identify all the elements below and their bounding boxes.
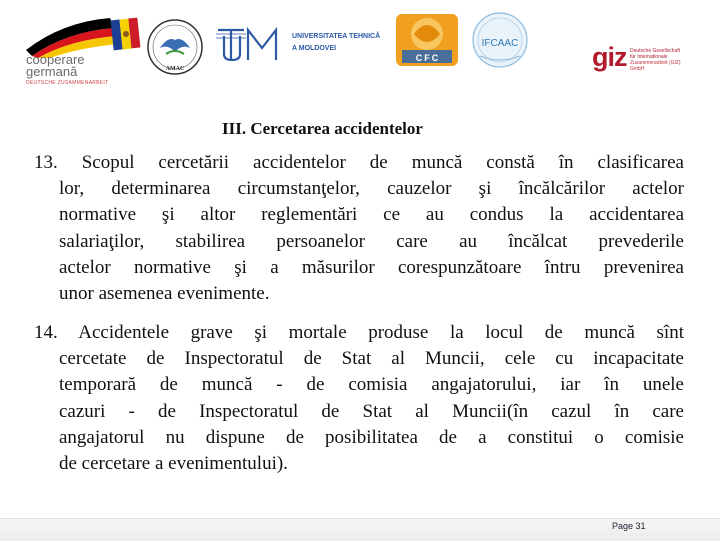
paragraph-14 [34, 320, 684, 477]
utm-logo [214, 24, 290, 64]
coop-line-3: DEUTSCHE ZUSAMMENARBEIT [26, 80, 109, 86]
p14-line-2: cercetate de Inspectoratul de Stat al Muncii, cele cu incapacitate [59, 348, 684, 370]
giz-tagline [630, 48, 692, 72]
utm-line-1: UNIVERSITATEA TEHNICĂ [292, 33, 381, 40]
p13-line-6: unor asemenea evenimente. [59, 283, 270, 305]
giz-line-2: für Internationale [630, 54, 668, 60]
p14-line-5: angajatorul nu dispune de posibilitatea de a constitui o comisie [59, 426, 684, 448]
ifcaac-label: IFCAAC [481, 38, 519, 49]
p13-line-4: salariaţilor, stabilirea persoanelor care au încălcat prevederile [59, 230, 684, 252]
p14-line-3: temporară de muncă - de comisia angajatorului, iar în unele [59, 374, 684, 396]
coop-line-1: cooperare [26, 52, 85, 67]
p13-line-1: 13. Scopul cercetării accidentelor de muncă constă în clasificarea [34, 152, 684, 173]
p13-line-3: normative şi altor reglementări ce au condus la accidentarea [59, 204, 684, 226]
paragraph-13 [34, 150, 684, 307]
amac-label: AMAC [165, 66, 185, 72]
cfc-label: CFC [415, 53, 441, 63]
section-title: III. Cercetarea accidentelor [222, 119, 423, 138]
utm-line-2: A MOLDOVEI [292, 45, 337, 52]
p13-line-5: actelor normative şi a măsurilor corespunzătoare întru prevenirea [59, 256, 684, 278]
giz-logo: giz [592, 42, 627, 72]
page-number: Page 31 [612, 521, 646, 531]
p13-line-2: lor, determinarea circumstanţelor, cauzelor şi încălcărilor actelor [59, 178, 684, 200]
p14-line-1: 14. Accidentele grave şi mortale produse la locul de muncă sînt [34, 322, 684, 343]
cooperare-germana-wordmark [26, 54, 126, 86]
utm-wordmark [292, 31, 380, 55]
giz-line-3: Zusammenarbeit (GIZ) GmbH [630, 60, 681, 72]
p14-line-6: de cercetare a evenimentului). [59, 453, 288, 475]
coop-line-2: germană [26, 64, 78, 79]
logo-header [0, 0, 720, 100]
p14-line-4: cazuri - de Inspectoratul de Stat al Muncii(în cazul în care [59, 400, 684, 422]
giz-line-1: Deutsche Gesellschaft [630, 48, 681, 54]
